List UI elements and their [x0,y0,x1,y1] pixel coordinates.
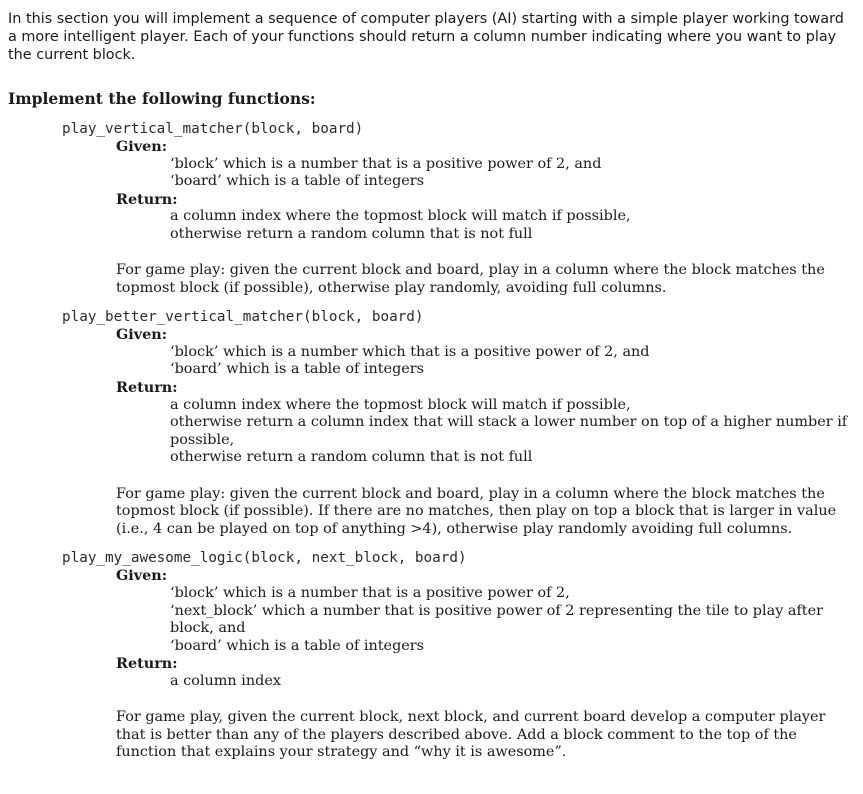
return-line: a column index where the topmost block will match if possible, [170,208,631,225]
given-line: ‘block’ which is a number that is a positive power of 2, and [170,155,602,172]
game-play-description: For game play: given the current block and board, play in a column where the block matches the topmost block (if possible), otherwise play randomly, avoiding full columns. [116,262,825,296]
given-label: Given: [116,138,168,155]
return-line: a column index where the topmost block will match if possible, [170,396,631,413]
given-line: ‘board’ which is a table of integers [170,173,425,190]
return-label: Return: [116,190,178,208]
section-heading: Implement the following functions: [8,89,316,108]
function-signature: play_better_vertical_matcher(block, board) [62,309,424,326]
given-line: ‘block’ which is a number which that is a positive power of 2, and [170,343,650,360]
return-list [170,673,848,691]
given-line: ‘next_block’ which a number that is positive power of 2 representing the tile to play after block, and [170,602,823,637]
given-list [170,344,848,379]
intro-paragraph: In this section you will implement a sequence of computer players (AI) starting with a simple player working toward a more intelligent player. Each of your functions should return a column number indicating where you want to play the current block. [8,11,844,63]
function-block-1 [8,120,848,297]
function-signature: play_vertical_matcher(block, board) [62,121,364,137]
function-block-2 [8,308,848,538]
given-list [170,585,848,655]
function-block-3 [8,549,848,761]
return-line: otherwise return a column index that will stack a lower number on top of a higher number if possible, [170,414,848,448]
given-list [170,156,848,191]
given-label: Given: [116,326,168,344]
return-list [170,397,848,467]
return-line: otherwise return a random column that is not full [170,449,533,466]
game-play-description: For game play, given the current block, next block, and current board develop a computer player that is better than any of the players described above. Add a block comment to the top of the function that explains your strategy and “why it is awesome”. [116,709,826,761]
return-label: Return: [116,379,178,397]
return-line: a column index [170,672,281,689]
return-label: Return: [116,655,178,673]
function-signature: play_my_awesome_logic(block, next_block, board) [62,550,467,567]
game-play-description: For game play: given the current block and board, play in a column where the block matches the topmost block (if possible). If there are no matches, then play on top a block that is larger in value (i.e., 4 can be played on top of anything >4), otherwise play randomly avoiding full columns. [116,485,837,537]
document [8,10,848,762]
given-line: ‘board’ which is a table of integers [170,637,425,654]
return-list [170,208,848,243]
return-line: otherwise return a random column that is not full [170,225,533,242]
given-line: ‘board’ which is a table of integers [170,361,425,378]
given-line: ‘block’ which is a number that is a positive power of 2, [170,584,570,601]
given-label: Given: [116,567,168,585]
